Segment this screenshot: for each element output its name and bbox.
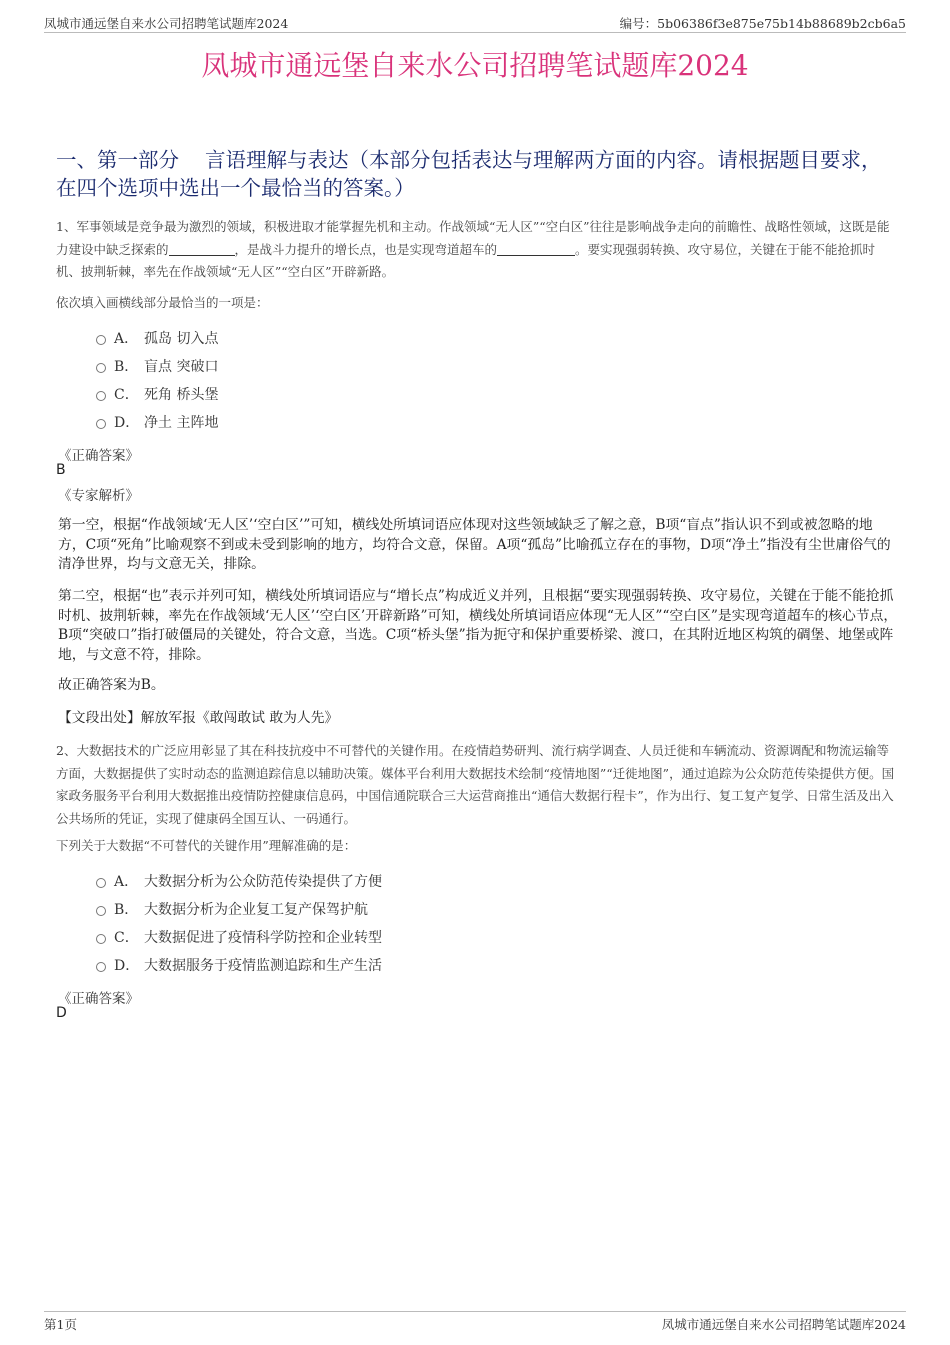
page-title: 凤城市通远堡自来水公司招聘笔试题库2024 [201,49,749,82]
q1-answer-label: 《正确答案》 [58,448,139,464]
q2-answer: D [56,1005,67,1021]
radio-icon[interactable] [96,363,106,373]
q1-answer: B [56,462,66,478]
q1-analysis-conclusion: 故正确答案为B。 [58,677,165,693]
q1-stem-part-b: ，是战斗力提升的增长点，也是实现弯道超车的 [234,241,498,257]
question-1-prompt: 依次填入画横线部分最恰当的一项是： [56,295,269,310]
header-doc-title: 凤城市通远堡自来水公司招聘笔试题库2024 [44,16,289,31]
radio-icon[interactable] [96,962,106,972]
q1-analysis-para-1: 第一空，根据“作战领域‘无人区’‘空白区’”可知，横线处所填词语应体现对这些领域缺乏了解之意，B项“盲点”指认识不到或被忽略的地方，C项“死角”比喻观察不到或未受到影响的地方，均符合文意，保留。A项“孤岛”比喻孤立存在的事物，D项“净土”指没有尘世庸俗气的清净世界，均与文意无关，排除。 [58,517,891,572]
q1-analysis-label: 《专家解析》 [58,488,139,504]
question-2-stem: 2、大数据技术的广泛应用彰显了其在科技抗疫中不可替代的关键作用。在疫情趋势研判、流行病学调查、人员迁徙和车辆流动、资源调配和物流运输等方面，大数据提供了实时动态的监测追踪信息以辅助决策。媒体平台利用大数据技术绘制“疫情地图”“迁徙地图”，通过追踪为公众防范传染提供方便。国家政务服务平台利用大数据推出疫情防控健康信息码，中国信通院联合三大运营商推出“通信大数据行程卡”，作为出行、复工复产复学、日常生活及出入公共场所的凭证，实现了健康码全国互认、一码通行。 [56,743,895,826]
q2-option-c[interactable]: C． 大数据促进了疫情科学防控和企业转型 [96,927,382,949]
radio-icon[interactable] [96,906,106,916]
fill-blank-1 [169,241,235,256]
section-heading [56,146,896,202]
q2-option-d[interactable]: D． 大数据服务于疫情监测追踪和生产生活 [96,955,382,977]
page-footer [44,1311,906,1334]
question-2-prompt: 下列关于大数据“不可替代的关键作用”理解准确的是： [56,838,357,853]
fill-blank-2 [497,241,575,256]
radio-icon[interactable] [96,878,106,888]
radio-icon[interactable] [96,391,106,401]
q1-source: 【文段出处】解放军报《敢闯敢试 敢为人先》 [58,710,339,726]
page-header [44,14,906,33]
q2-answer-label: 《正确答案》 [58,991,139,1007]
q1-option-c[interactable]: C． 死角 桥头堡 [96,384,218,406]
radio-icon[interactable] [96,335,106,345]
footer-doc-title: 凤城市通远堡自来水公司招聘笔试题库2024 [661,1317,906,1332]
q2-option-b[interactable]: B． 大数据分析为企业复工复产保驾护航 [96,899,368,921]
q1-option-a[interactable]: A． 孤岛 切入点 [96,328,218,350]
q1-option-d[interactable]: D． 净土 主阵地 [96,412,218,434]
section-text: 言语理解与表达（本部分包括表达与理解两方面的内容。请根据题目要求，在四个选项中选出一个最恰当的答案。） [56,148,882,200]
footer-page-number: 第1页 [44,1317,77,1332]
q1-stem-part-c: 。要实现强弱转换、攻守易位，关键在于能不能抢抓时机、披荆斩棘，率先在作战领域“无人区”“空白区”开辟新路。 [56,241,876,279]
q1-stem-part-a: 1、军事领域是竞争最为激烈的领域，积极进取才能掌握先机和主动。作战领域“无人区”“空白区”往往是影响战争走向的前瞻性、战略性领域，这既是能力建设中缺乏探索的 [56,219,890,257]
question-1-stem [56,216,898,284]
q1-option-b[interactable]: B． 盲点 突破口 [96,356,218,378]
q1-analysis-para-2: 第二空，根据“也”表示并列可知，横线处所填词语应与“增长点”构成近义并列，且根据“要实现强弱转换、攻守易位，关键在于能不能抢抓时机、披荆斩棘，率先在作战领域‘无人区’‘空白区’开辟新路”可知，横线处所填词语应体现“无人区”“空白区”是实现弯道超车的核心节点，B项“突破口”指打破僵局的关键处，符合文意，当选。C项“桥头堡”指为扼守和保护重要桥梁、渡口，在其附近地区构筑的碉堡、地堡或阵地，与文意不符，排除。 [58,588,898,663]
header-doc-id: 编号：5b06386f3e875e75b14b88689b2cb6a5 [619,16,906,31]
q2-option-a[interactable]: A． 大数据分析为公众防范传染提供了方便 [96,871,382,893]
radio-icon[interactable] [96,419,106,429]
section-part: 一、第一部分 [56,148,179,172]
radio-icon[interactable] [96,934,106,944]
